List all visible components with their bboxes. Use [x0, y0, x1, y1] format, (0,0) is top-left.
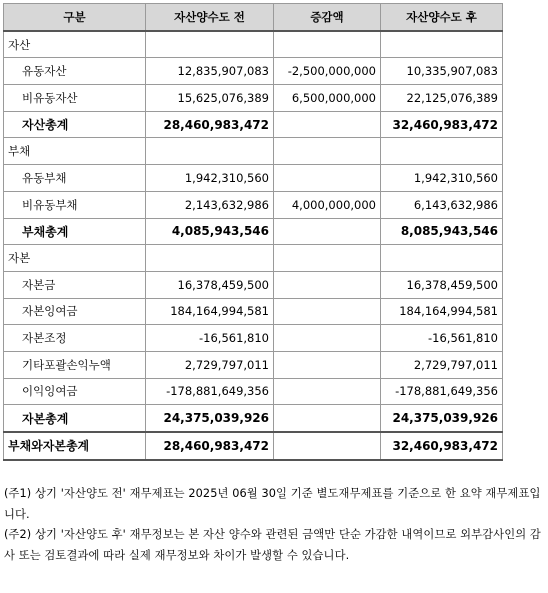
after-value [381, 31, 503, 58]
before-value: 28,460,983,472 [146, 432, 274, 460]
table-row [4, 298, 503, 325]
before-value: 4,085,943,546 [146, 218, 274, 245]
table-header [4, 4, 503, 31]
footnote-2: (주2) 상기 '자산양도 후' 재무정보는 본 자산 양수와 관련된 금액만 단순 가감한 내역이므로 외부감사인의 감사 또는 검토결과에 따라 실제 재무정보와 차이가 발생할 수 있습니다. [4, 528, 541, 562]
financial-summary-table [3, 3, 503, 461]
before-value: 12,835,907,083 [146, 58, 274, 85]
section-row [4, 31, 503, 58]
row-label: 유동부채 [4, 165, 146, 192]
row-label: 자산 [4, 31, 146, 58]
after-value: 16,378,459,500 [381, 271, 503, 298]
table-row [4, 85, 503, 112]
change-value [274, 298, 381, 325]
row-label: 유동자산 [4, 58, 146, 85]
before-value: 16,378,459,500 [146, 271, 274, 298]
before-value: 15,625,076,389 [146, 85, 274, 112]
after-value: 32,460,983,472 [381, 432, 503, 460]
before-value [146, 245, 274, 272]
row-label: 자본금 [4, 271, 146, 298]
change-value [274, 271, 381, 298]
table-row [4, 165, 503, 192]
after-value: 32,460,983,472 [381, 111, 503, 138]
after-value [381, 245, 503, 272]
table-row [4, 58, 503, 85]
row-label: 자본잉여금 [4, 298, 146, 325]
after-value: 8,085,943,546 [381, 218, 503, 245]
total-row [4, 218, 503, 245]
change-value [274, 378, 381, 405]
header-row [4, 4, 503, 31]
header-after-transfer: 자산양수도 후 [381, 4, 503, 31]
before-value: 184,164,994,581 [146, 298, 274, 325]
section-row [4, 245, 503, 272]
table-body [4, 31, 503, 460]
row-label: 자본총계 [4, 405, 146, 432]
table-row [4, 271, 503, 298]
after-value: 22,125,076,389 [381, 85, 503, 112]
row-label: 자산총계 [4, 111, 146, 138]
before-value: 28,460,983,472 [146, 111, 274, 138]
row-label: 자본조정 [4, 325, 146, 352]
row-label: 비유동자산 [4, 85, 146, 112]
change-value [274, 31, 381, 58]
after-value: 2,729,797,011 [381, 351, 503, 378]
after-value: -16,561,810 [381, 325, 503, 352]
table-row [4, 378, 503, 405]
header-change-amount: 증감액 [274, 4, 381, 31]
header-before-transfer: 자산양수도 전 [146, 4, 274, 31]
change-value [274, 218, 381, 245]
before-value: -178,881,649,356 [146, 378, 274, 405]
before-value [146, 31, 274, 58]
change-value: 4,000,000,000 [274, 191, 381, 218]
row-label: 자본 [4, 245, 146, 272]
before-value: 2,729,797,011 [146, 351, 274, 378]
change-value [274, 351, 381, 378]
before-value: 1,942,310,560 [146, 165, 274, 192]
table-row [4, 191, 503, 218]
table-row [4, 351, 503, 378]
change-value [274, 245, 381, 272]
footnote-1: (주1) 상기 '자산양도 전' 재무제표는 2025년 06월 30일 기준 별도재무제표를 기준으로 한 요약 재무제표입니다. [4, 487, 541, 521]
before-value: 2,143,632,986 [146, 191, 274, 218]
change-value [274, 111, 381, 138]
change-value [274, 165, 381, 192]
after-value: 184,164,994,581 [381, 298, 503, 325]
after-value [381, 138, 503, 165]
after-value: -178,881,649,356 [381, 378, 503, 405]
total-row [4, 405, 503, 432]
grand-total-row [4, 432, 503, 460]
change-value [274, 325, 381, 352]
after-value: 24,375,039,926 [381, 405, 503, 432]
header-category: 구분 [4, 4, 146, 31]
row-label: 이익잉여금 [4, 378, 146, 405]
change-value [274, 138, 381, 165]
total-row [4, 111, 503, 138]
before-value [146, 138, 274, 165]
change-value: 6,500,000,000 [274, 85, 381, 112]
row-label: 부채와자본총계 [4, 432, 146, 460]
row-label: 비유동부채 [4, 191, 146, 218]
row-label: 부채 [4, 138, 146, 165]
before-value: 24,375,039,926 [146, 405, 274, 432]
footnotes [4, 484, 544, 566]
change-value: -2,500,000,000 [274, 58, 381, 85]
change-value [274, 405, 381, 432]
row-label: 부채총계 [4, 218, 146, 245]
row-label: 기타포괄손익누액 [4, 351, 146, 378]
change-value [274, 432, 381, 460]
after-value: 10,335,907,083 [381, 58, 503, 85]
after-value: 6,143,632,986 [381, 191, 503, 218]
section-row [4, 138, 503, 165]
table-row [4, 325, 503, 352]
before-value: -16,561,810 [146, 325, 274, 352]
after-value: 1,942,310,560 [381, 165, 503, 192]
